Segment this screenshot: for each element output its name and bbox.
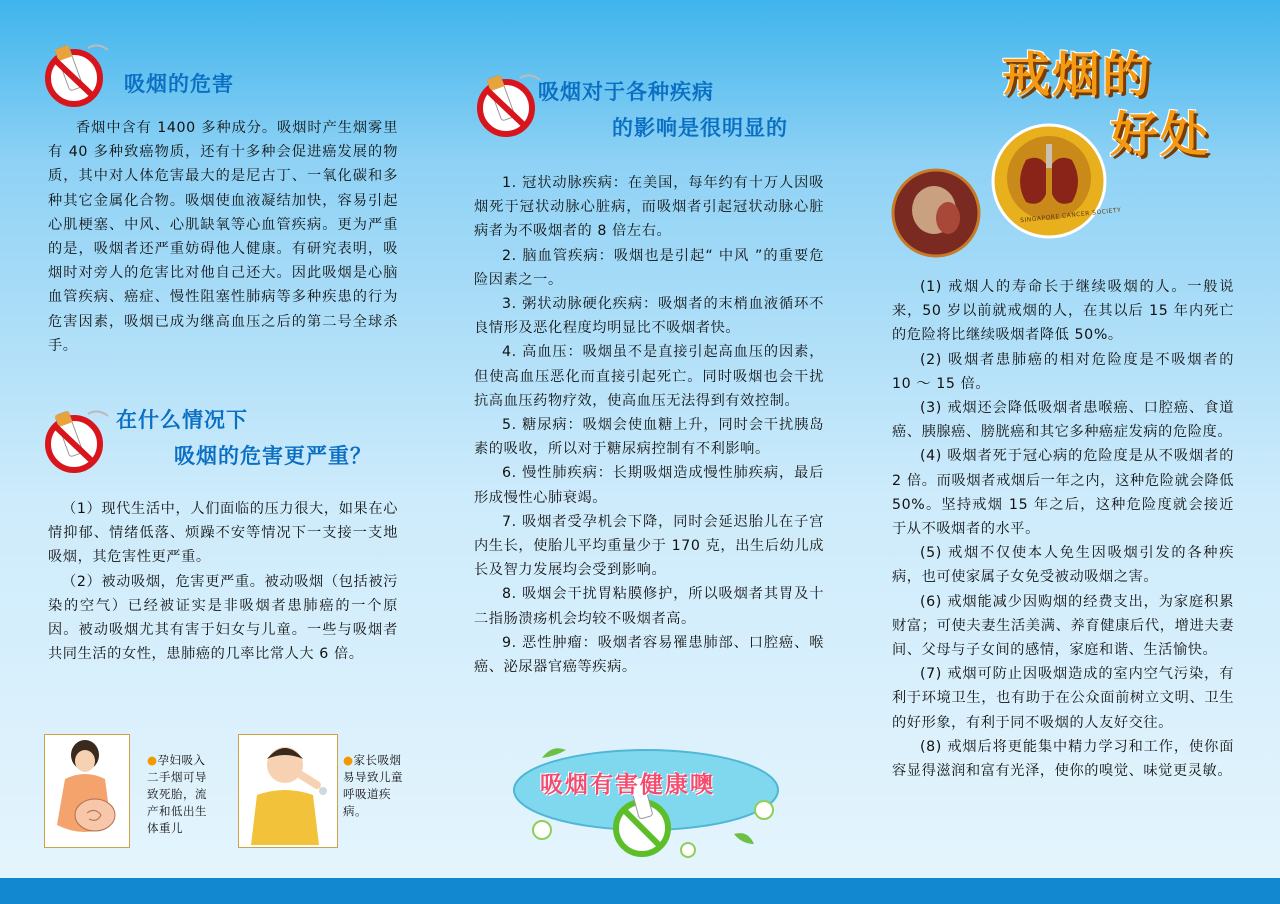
benefit-item: (3) 戒烟还会降低吸烟者患喉癌、口腔癌、食道癌、胰腺癌、膀胱癌和其它多种癌症发病的危险度。 [892,400,1234,441]
title-quit-smoking-benefits-line2: 好处 [1110,107,1211,163]
no-smoking-icon [40,38,112,110]
disease-item: 7. 吸烟者受孕机会下降，同时会延迟胎儿在子宫内生长，使胎儿平均重量少于 170 克，出生后幼儿成长及智力发展均会受到影响。 [474,513,824,579]
disease-item: 5. 糖尿病：吸烟会使血糖上升，同时会干扰胰岛素的吸收，所以对于糖尿病控制有不利影响。 [474,417,824,458]
disease-item: 9. 恶性肿瘤：吸烟者容易罹患肺部、口腔癌、喉癌、泌尿器官癌等疾病。 [474,634,824,676]
benefit-item: (7) 戒烟可防止因吸烟造成的室内空气污染，有利于环境卫生，也有助于在公众面前树立文明、卫生的好形象，有利于同不吸烟的人友好交往。 [892,666,1234,731]
benefit-item: (1) 戒烟人的寿命长于继续吸烟的人。一般说来，50 岁以前就戒烟的人，在其以后 15 年内死亡的危险将比继续吸烟者降低 50%。 [892,279,1234,344]
disease-item: 8. 吸烟会干扰胃粘膜修护，所以吸烟者其胃及十二指肠溃疡机会均较不吸烟者高。 [474,586,824,627]
section-heading-smoking-harm: 吸烟的危害 [124,71,234,96]
benefit-item: (6) 戒烟能减少因购烟的经费支出，为家庭积累财富；可使夫妻生活美满、养育健康后代，增进夫妻间、父母与子女间的感情，家庭和谐、生活愉快。 [892,593,1234,659]
disease-item: 4. 高血压：吸烟虽不是直接引起高血压的因素，但使高血压恶化而直接引起死亡。同时吸烟也会干扰抗高血压药物疗效，使高血压无法得到有效控制。 [474,344,824,409]
heart-organ-photo [890,168,982,258]
no-smoking-icon [40,404,112,476]
title-quit-smoking-benefits-line1: 戒烟的 [1002,47,1153,103]
ashtray-text: SINGAPORE CANCER SOCIETY [1019,206,1122,225]
disease-item: 1. 冠状动脉疾病：在美国，每年约有十万人因吸烟死于冠状动脉心脏病，而吸烟者引起冠状动脉心脏病者为不吸烟者的 8 倍左右。 [474,175,824,240]
pregnant-woman-illustration [44,734,130,848]
section-heading-diseases-line1: 吸烟对于各种疾病 [538,79,714,104]
worse-paragraph-1: （1）现代生活中，人们面临的压力很大，如果在心情抑郁、情绪低落、烦躁不安等情况下一支接一支地吸烟，其危害性更严重。 [48,501,398,566]
section-body-smoking-harm: 香烟中含有 1400 多种成分。吸烟时产生烟雾里有 40 多种致癌物质，还有十多种会促进癌发展的物质，其中对人体危害最大的是尼古丁、一氧化碳和多种其它金属化合物。吸烟使血液凝结加快，容易引起心肌梗塞、中风、心肌缺氧等心血管疾病。更为严重的是，吸烟者还严重妨碍他人健康。有研究表明，吸烟时对旁人的危害比对他自己还大。因此吸烟是心脑血管疾病、癌症、慢性阻塞性肺病等多种疾患的行为危害因素，吸烟已成为继高血压之后的第二号全球杀手。 [48,120,398,354]
section-heading-diseases-line2: 的影响是很明显的 [612,115,788,140]
section-heading-when-worse-line1: 在什么情况下 [116,407,248,432]
slogan-badge [512,738,780,858]
disease-item: 6. 慢性肺疾病：长期吸烟造成慢性肺疾病，最后形成慢性心肺衰竭。 [474,465,824,506]
pregnant-caption: ●孕妇吸入二手烟可导致死胎，流产和低出生体重儿 [147,753,207,835]
disease-item: 2. 脑血管疾病：吸烟也是引起“ 中风 ”的重要危险因素之一。 [474,247,824,288]
lung-ashtray-photo [990,122,1108,240]
benefit-item: (8) 戒烟后将更能集中精力学习和工作，使你面容显得滋润和富有光泽，使你的嗅觉、味觉更灵敏。 [892,738,1234,780]
footer-bar [0,878,1280,904]
benefit-item: (4) 吸烟者死于冠心病的危险度是从不吸烟者的 2 倍。而吸烟者戒烟后一年之内，这种危险就会降低 50%。坚持戒烟 15 年之后，这种危险度就会接近于从不吸烟者的水平。 [892,448,1234,538]
disease-item: 3. 粥状动脉硬化疾病：吸烟者的末梢血液循环不良情形及恶化程度均明显比不吸烟者快。 [474,296,824,337]
worse-paragraph-2: （2）被动吸烟，危害更严重。被动吸烟（包括被污染的空气）已经被证实是非吸烟者患肺癌的一个原因。被动吸烟尤其有害于妇女与儿童。一些与吸烟者共同生活的女性，患肺癌的几率比常人大 6 倍。 [48,573,398,663]
child-illustration [238,734,338,848]
benefit-item: (5) 戒烟不仅使本人免生因吸烟引发的各种疾病，也可使家属子女免受被动吸烟之害。 [892,545,1234,586]
no-smoking-icon [472,68,544,140]
child-caption: ●家长吸烟易导致儿童呼吸道疾病。 [343,753,403,818]
section-heading-when-worse-line2: 吸烟的危害更严重？ [174,443,372,468]
slogan-text: 吸烟有害健康噢 [540,772,715,798]
benefit-item: (2) 吸烟者患肺癌的相对危险度是不吸烟者的 10 ～ 15 倍。 [892,351,1234,392]
